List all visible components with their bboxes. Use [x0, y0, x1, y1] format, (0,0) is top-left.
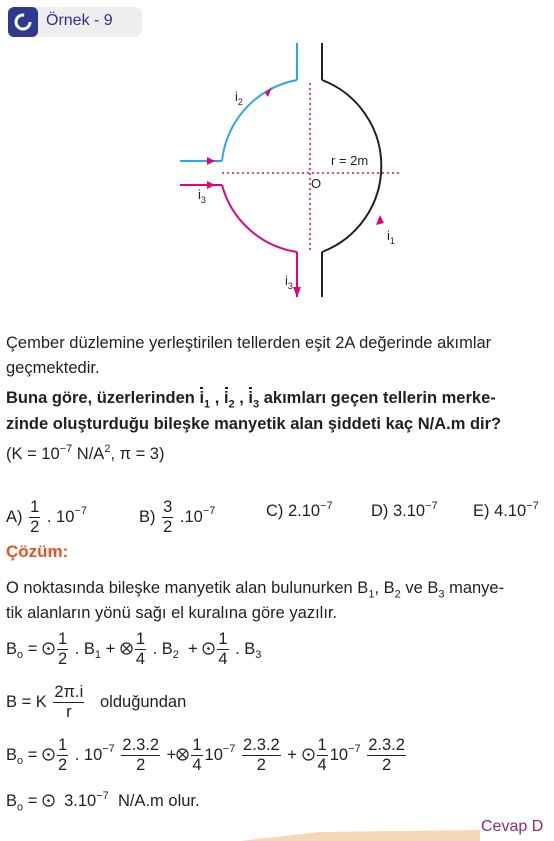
answer-label: Cevap D [481, 818, 544, 835]
solution-line-2: tik alanların yönü sağı el kuralına göre yazılır. [6, 604, 338, 622]
arrow-i1-arc [376, 215, 384, 225]
label-i3-out: $i_3$ [285, 273, 293, 291]
given-values: ($K = 10^{-7}$ $N/A^2$, π = 3) [6, 442, 165, 463]
equation-bo-values: $B_o$ = $\frac{1}{2}$ . $10^{-7}$ $\frac{2.3.2}{2}$ + $\frac{1}{4}$ $10^{-7}$ $\frac{2.3.2}{2}$ + $\frac{1}{4}$ $10^{-7}$ $\frac{2.3.2}{2}$ [6, 736, 405, 774]
example-title: Örnek - 9 [46, 12, 113, 29]
refresh-icon [8, 7, 38, 37]
circuit-diagram [0, 35, 554, 305]
option-a[interactable]: A) $\frac{1}{2}$ . $10^{-7}$ [6, 498, 87, 536]
arrow-i3-out [293, 287, 301, 297]
out-of-page-icon [202, 642, 215, 655]
option-e[interactable]: E) $4.10^{-7}$ [473, 499, 539, 520]
option-b[interactable]: B) $\frac{3}{2}$ $.10^{-7}$ [139, 498, 216, 536]
equation-b-formula: B = K $\frac{2\pi.i}{r}$ olduğundan [6, 683, 187, 721]
out-of-page-icon [42, 748, 55, 761]
arrow-i2-input [207, 157, 215, 165]
problem-line-2: geçmektedir. [6, 359, 100, 377]
question-line-1: Buna göre, üzerlerinden $i_1$ , $i_2$ , $i_3$ akımları geçen tellerin merke- [6, 385, 496, 412]
label-i2: $i_2$ [235, 89, 243, 107]
decorative-stripe [240, 830, 480, 841]
into-page-icon [120, 642, 133, 655]
radius-label: r = 2m [331, 153, 369, 168]
equation-bo-sum: $B_o$ = $\frac{1}{2}$ . $B_1$ + $\frac{1}{4}$ . $B_2$ + $\frac{1}{4}$ . $B_3$ [6, 630, 262, 668]
into-page-icon [176, 748, 189, 761]
option-c[interactable]: C) $2.10^{-7}$ [266, 499, 333, 520]
out-of-page-icon [302, 748, 315, 761]
wire-i2-arc [222, 80, 297, 161]
wire-i3-arc [222, 185, 297, 252]
label-i3: $i_3$ [198, 187, 206, 205]
problem-line-1: Çember düzlemine yerleştirilen tellerden eşit 2A değerinde akımlar [6, 334, 492, 352]
out-of-page-icon [42, 794, 55, 807]
equation-result: $B_o = 3.10^{-7}$ N/A.m olur. [6, 789, 200, 814]
center-label: O [311, 176, 322, 191]
solution-heading: Çözüm: [6, 542, 69, 561]
option-d[interactable]: D) $3.10^{-7}$ [371, 499, 438, 520]
label-i1: $i_1$ [387, 228, 395, 246]
question-line-2: zinde oluşturduğu bileşke manyetik alan şiddeti kaç N/A.m dir? [6, 415, 502, 433]
out-of-page-icon [42, 642, 55, 655]
arrow-i3-input [207, 181, 215, 189]
solution-line-1: O noktasında bileşke manyetik alan bulunurken $B_1$, $B_2$ ve $B_3$ manye- [6, 579, 505, 601]
